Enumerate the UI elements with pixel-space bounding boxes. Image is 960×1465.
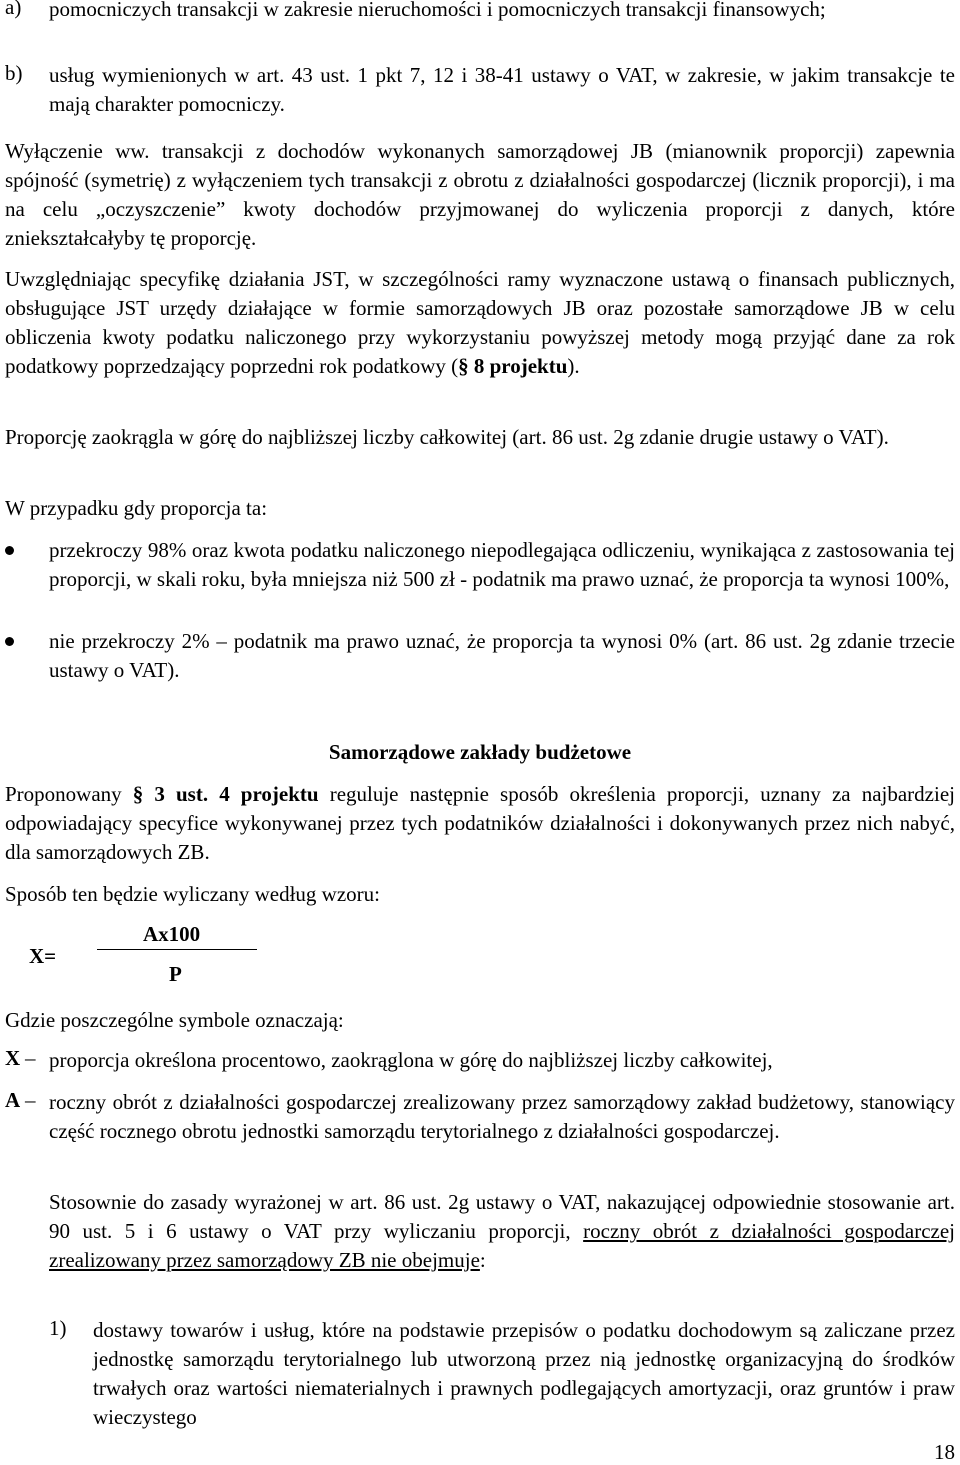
paragraph [5, 780, 955, 867]
paragraph-text [49, 1188, 955, 1275]
list-label: b) [5, 61, 23, 85]
list-item-text: usług wymienionych w art. 43 ust. 1 pkt 7, 12 i 38-41 ustawy o VAT, w zakresie, w jakim transakcje te mają charakter pomocniczy. [49, 63, 955, 116]
paragraph [5, 494, 955, 523]
paragraph-segment: Uwzględniając specyfikę działania JST, w szczególności ramy wyznaczone ustawą o finansach publicznych, obsługujące JST urzędy działające w formie samorządowych JB oraz pozostałe samorządowe JB w celu obliczenia kwoty podatku naliczonego przy wykorzystaniu powyższej metody mogą przyjąć dane za rok podatkowy poprzedzający poprzedni rok podatkowy ( [5, 267, 955, 378]
item-number: 1) [49, 1316, 67, 1340]
bullet-icon [5, 637, 14, 646]
definition-symbol: A [5, 1088, 21, 1112]
paragraph [49, 1188, 955, 1275]
formula-numerator: Ax100 [143, 922, 201, 946]
paragraph-segment: reguluje następnie sposób określenia proporcji, uznany za najbardziej odpowiadający specyfice wykonywanej przez tych podatników działalności i dokonywanych przez nich nabyć, dla samorządowych ZB. [5, 782, 955, 864]
item-text: dostawy towarów i usług, które na podstawie przepisów o podatku dochodowym są zaliczane przez jednostkę samorządu terytorialnego lub utworzoną przez nią jednostkę organizacyjną do środków trwałych oraz wartości niematerialnych i prawnych podlegających amortyzacji, oraz gruntów i praw wieczystego [93, 1318, 955, 1429]
paragraph [5, 1006, 955, 1035]
bullet-text: nie przekroczy 2% – podatnik ma prawo uznać, że proporcja ta wynosi 0% (art. 86 ust. 2g zdanie trzecie ustawy o VAT). [49, 629, 955, 682]
bullet-item [5, 536, 955, 594]
page-number: 18 [934, 1440, 955, 1464]
paragraph-text: Gdzie poszczególne symbole oznaczają: [5, 1008, 344, 1032]
paragraph-text [5, 780, 955, 867]
numbered-item [5, 1316, 955, 1432]
bullet-text: przekroczy 98% oraz kwota podatku naliczonego niepodlegająca odliczeniu, wynikająca z zastosowania tej proporcji, w skali roku, była mniejsza niż 500 zł - podatnik ma prawo uznać, że proporcja ta wynosi 100%, [49, 538, 955, 591]
formula [5, 920, 955, 1000]
paragraph-text [5, 265, 955, 381]
definition-item [5, 1046, 955, 1075]
bullet-item [5, 627, 955, 685]
definition-text: proporcja określona procentowo, zaokrąglona w górę do najbliższej liczby całkowitej, [49, 1048, 773, 1072]
formula-lhs: X= [29, 944, 57, 968]
formula-denominator: P [169, 962, 182, 986]
definition-item [5, 1088, 955, 1146]
paragraph-segment: : [479, 1248, 486, 1272]
heading-text: Samorządowe zakłady budżetowe [328, 740, 632, 764]
section-heading [5, 738, 955, 767]
definition-dash: – [25, 1046, 36, 1070]
paragraph-text: Sposób ten będzie wyliczany według wzoru: [5, 882, 380, 906]
paragraph [5, 423, 955, 452]
paragraph [5, 880, 955, 909]
paragraph [5, 265, 955, 381]
section-reference: § 8 projektu [458, 354, 568, 378]
list-item-text: pomocniczych transakcji w zakresie nieruchomości i pomocniczych transakcji finansowych; [49, 0, 826, 21]
list-label: a) [5, 0, 22, 19]
fraction-line [97, 949, 257, 950]
definition-symbol: X [5, 1046, 21, 1070]
underlined-text: roczny obrót z działalności gospodarczej zrealizowany przez samorządowy ZB nie obejmuje [49, 1219, 955, 1272]
bullet-icon [5, 546, 14, 555]
paragraph-segment: Proponowany [5, 782, 133, 806]
list-item-a [5, 0, 955, 24]
paragraph [5, 137, 955, 253]
paragraph-text: Wyłączenie ww. transakcji z dochodów wykonanych samorządowej JB (mianownik proporcji) zapewnia spójność (symetrię) z wyłączeniem tych transakcji z obrotu z działalności gospodarczej (licznik proporcji), i ma na celu „oczyszczenie” kwoty dochodów przyjmowanej do wyliczenia proporcji z danych, które zniekształcałyby tę proporcję. [5, 139, 955, 250]
definition-dash: – [25, 1088, 36, 1112]
paragraph-text: Proporcję zaokrągla w górę do najbliższej liczby całkowitej (art. 86 ust. 2g zdanie drugie ustawy o VAT). [5, 425, 889, 449]
list-item-b [5, 61, 955, 119]
definition-text: roczny obrót z działalności gospodarczej zrealizowany przez samorządowy zakład budżetowy, stanowiący część rocznego obrotu jednostki samorządu terytorialnego z działalności gospodarczej. [49, 1090, 955, 1143]
section-reference: § 3 ust. 4 projektu [132, 782, 319, 806]
paragraph-segment: Stosownie do zasady wyrażonej w art. 86 ust. 2g ustawy o VAT, nakazującej odpowiednie stosowanie art. 90 ust. 5 i 6 ustawy o VAT przy wyliczaniu proporcji, [49, 1190, 955, 1243]
paragraph-text: W przypadku gdy proporcja ta: [5, 496, 268, 520]
paragraph-segment: ). [567, 354, 580, 378]
